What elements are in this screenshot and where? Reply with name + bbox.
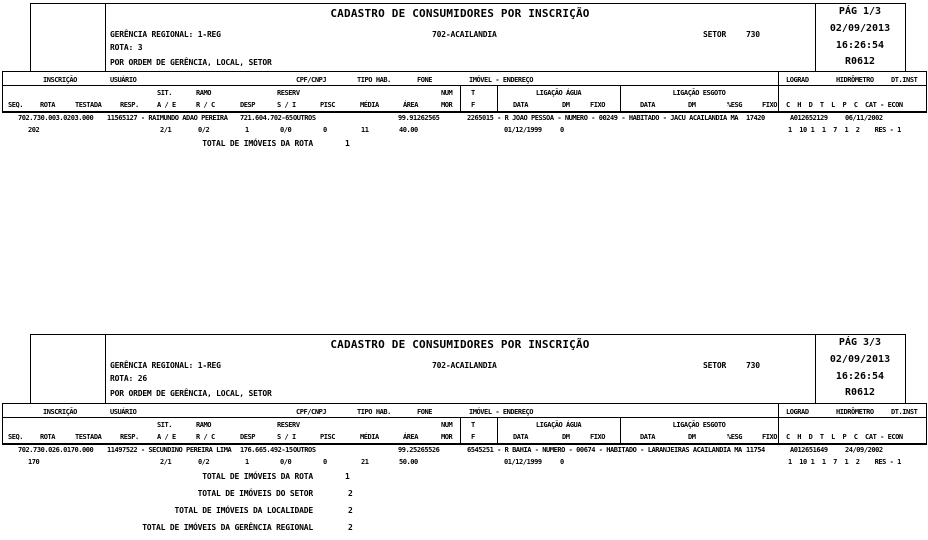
total-rota-value: 1 [345,139,350,148]
divider [2,417,926,418]
divider [460,85,461,111]
divider [460,417,461,443]
col-media: MÉDIA [360,433,379,441]
col-inscricao: INSCRIÇÃO [43,76,77,84]
col-ramo: RAMO [196,89,212,97]
cell-ramo: 0/2 [198,458,210,466]
col-pisc: PISC [320,101,336,109]
cell-lograd: 17420 [746,114,765,122]
col-seq: SEQ. [8,433,24,441]
cell-usuario: 11565127 - RAIMUNDO ADAO PEREIRA [107,114,228,122]
col-usuario: USUÁRIO [110,76,137,84]
setor-value: 730 [746,361,760,370]
total-setor-label: TOTAL DE IMÓVEIS DO SETOR [197,489,313,498]
col-cat-econ: C H D T L P C CAT - ECON [786,433,903,441]
cell-lograd: 11754 [746,446,765,454]
cell-media: 11 [361,126,369,134]
cell-sit: 2/1 [160,126,172,134]
cell-cpf: 721.604.702-65 [240,114,293,122]
col-mor: MOR [441,101,453,109]
cell-fone: 99.91262565 [398,114,440,122]
col-esgoto-dm: DM [688,433,696,441]
col-ramo: RAMO [196,421,212,429]
col-desp: DESP [240,433,256,441]
report-time: 16:26:54 [835,40,885,51]
cell-pisc: 0 [323,126,327,134]
ordem: POR ORDEM DE GERÊNCIA, LOCAL, SETOR [110,389,272,398]
col-esgoto-fixo: FIXO [762,433,778,441]
col-inscricao: INSCRIÇÃO [43,408,77,416]
divider [2,71,926,72]
col-cpf: CPF/CNPJ [296,408,327,416]
col-hidrometro: HIDRÔMETRO [836,76,874,84]
cell-cpf: 176.665.492-15 [240,446,293,454]
divider [30,3,31,71]
total-localidade-value: 2 [348,506,353,515]
report-code: R0612 [844,56,876,67]
total-rota-value: 1 [345,472,350,481]
col-r-c: R / C [196,101,215,109]
divider [30,334,905,335]
col-testada: TESTADA [75,433,102,441]
divider [2,111,926,113]
col-resp: RESP. [120,101,139,109]
cell-agua-data: 01/12/1999 [504,458,542,466]
col-ligacao-esgoto: LIGAÇÃO ESGOTO [672,421,726,429]
col-sit: SIT. [157,89,173,97]
col-reserv: RESERV [277,421,300,429]
page-title: CADASTRO DE CONSUMIDORES POR INSCRIÇÃO [330,7,590,20]
gerencia-regional: GERÊNCIA REGIONAL: 1-REG [110,30,221,39]
col-agua-data: DATA [513,433,529,441]
cell-inscricao: 702.730.026.0170.000 [18,446,94,454]
cell-agua-data: 01/12/1999 [504,126,542,134]
col-reserv: RESERV [277,89,300,97]
cell-hidrometro: A012651649 [790,446,828,454]
total-gerencia-value: 2 [348,523,353,532]
col-ligacao-agua: LIGAÇÃO ÁGUA [535,421,582,429]
col-cat-econ: C H D T L P C CAT - ECON [786,101,903,109]
col-media: MÉDIA [360,101,379,109]
col-mor: MOR [441,433,453,441]
col-dt-inst: DT.INST [891,76,918,84]
cell-desp: 1 [245,458,249,466]
col-agua-fixo: FIXO [590,101,606,109]
cell-area: 50.00 [399,458,418,466]
cell-endereco: 6545251 - R BAHIA - NUMERO - 00674 - HABITADO - LARANJEIRAS ACAILANDIA MA [467,446,742,454]
col-dt-inst: DT.INST [891,408,918,416]
col-usuario: USUÁRIO [110,408,137,416]
setor-label: SETOR [703,30,727,39]
divider [926,403,927,445]
col-area: ÁREA [403,101,419,109]
divider [30,334,31,403]
col-desp: DESP [240,101,256,109]
gerencia-regional: GERÊNCIA REGIONAL: 1-REG [110,361,221,370]
report-code: R0612 [844,387,876,398]
col-fone: FONE [417,408,433,416]
cell-testada: 202 [28,126,40,134]
col-esgoto-data: DATA [640,433,656,441]
divider [926,71,927,113]
setor-label: SETOR [703,361,727,370]
divider [2,85,926,86]
total-gerencia-label: TOTAL DE IMÓVEIS DA GERÊNCIA REGIONAL [142,523,313,532]
col-num: NUM [441,89,453,97]
ordem: POR ORDEM DE GERÊNCIA, LOCAL, SETOR [110,58,272,67]
col-testada: TESTADA [75,101,102,109]
localidade: 702-ACAILANDIA [432,361,497,370]
col-resp: RESP. [120,433,139,441]
report-time: 16:26:54 [835,371,885,382]
page-number: PÁG 3/3 [838,337,882,348]
col-seq: SEQ. [8,101,24,109]
cell-agua-dm: 0 [560,126,564,134]
col-cpf: CPF/CNPJ [296,76,327,84]
divider [2,403,926,404]
cell-fone: 99.25265526 [398,446,440,454]
col-f: F [471,101,475,109]
col-imovel-endereco: IMÓVEL - ENDEREÇO [469,76,533,84]
cell-area: 40.00 [399,126,418,134]
cell-media: 21 [361,458,369,466]
col-a-e: A / E [157,433,176,441]
col-r-c: R / C [196,433,215,441]
col-lograd: LOGRAD [786,408,809,416]
cell-cat-econ: 1 10 1 1 7 1 2 RES - 1 [788,126,901,134]
col-tipo-hab: TIPO HAB. [357,408,391,416]
divider [2,71,3,113]
col-num: NUM [441,421,453,429]
col-rota: ROTA [40,433,56,441]
cell-desp: 1 [245,126,249,134]
col-s-i: S / I [277,101,296,109]
cell-tipo-hab: OUTROS [293,446,316,454]
localidade: 702-ACAILANDIA [432,30,497,39]
col-ligacao-esgoto: LIGAÇÃO ESGOTO [672,89,726,97]
col-esgoto-dm: DM [688,101,696,109]
rota: ROTA: 26 [110,374,147,383]
col-agua-dm: DM [562,101,570,109]
rota: ROTA: 3 [110,43,143,52]
col-imovel-endereco: IMÓVEL - ENDEREÇO [469,408,533,416]
cell-hidrometro: A012652129 [790,114,828,122]
cell-dt-inst: 06/11/2002 [845,114,883,122]
cell-dt-inst: 24/09/2002 [845,446,883,454]
col-sit: SIT. [157,421,173,429]
col-esg: %ESG [727,101,743,109]
col-a-e: A / E [157,101,176,109]
divider [2,403,3,445]
col-t: T [471,89,475,97]
divider [905,334,906,403]
col-f: F [471,433,475,441]
page-title: CADASTRO DE CONSUMIDORES POR INSCRIÇÃO [330,338,590,351]
col-area: ÁREA [403,433,419,441]
col-s-i: S / I [277,433,296,441]
divider [2,443,926,445]
cell-tipo-hab: OUTROS [293,114,316,122]
col-tipo-hab: TIPO HAB. [357,76,391,84]
total-localidade-label: TOTAL DE IMÓVEIS DA LOCALIDADE [174,506,313,515]
cell-endereco: 2265015 - R JOAO PESSOA - NUMERO - 00249 - HABITADO - JACU ACAILANDIA MA [467,114,739,122]
cell-ramo: 0/2 [198,126,210,134]
cell-pisc: 0 [323,458,327,466]
divider [905,3,906,71]
col-pisc: PISC [320,433,336,441]
col-esgoto-data: DATA [640,101,656,109]
col-rota: ROTA [40,101,56,109]
col-agua-data: DATA [513,101,529,109]
total-rota-label: TOTAL DE IMÓVEIS DA ROTA [202,472,313,481]
col-t: T [471,421,475,429]
cell-sit: 2/1 [160,458,172,466]
cell-testada: 170 [28,458,40,466]
cell-cat-econ: 1 10 1 1 7 1 2 RES - 1 [788,458,901,466]
report-date: 02/09/2013 [829,23,891,34]
setor-value: 730 [746,30,760,39]
col-esgoto-fixo: FIXO [762,101,778,109]
total-rota-label: TOTAL DE IMÓVEIS DA ROTA [202,139,313,148]
col-ligacao-agua: LIGAÇÃO ÁGUA [535,89,582,97]
page-number: PÁG 1/3 [838,6,882,17]
col-hidrometro: HIDRÔMETRO [836,408,874,416]
cell-usuario: 11497522 - SECUNDINO PEREIRA LIMA [107,446,232,454]
report-date: 02/09/2013 [829,354,891,365]
cell-reserv: 0/0 [280,126,292,134]
col-agua-dm: DM [562,433,570,441]
cell-agua-dm: 0 [560,458,564,466]
divider [30,3,905,4]
col-esg: %ESG [727,433,743,441]
col-lograd: LOGRAD [786,76,809,84]
cell-reserv: 0/0 [280,458,292,466]
total-setor-value: 2 [348,489,353,498]
cell-inscricao: 702.730.003.0203.000 [18,114,94,122]
col-agua-fixo: FIXO [590,433,606,441]
col-fone: FONE [417,76,433,84]
divider [778,403,779,443]
divider [778,71,779,111]
